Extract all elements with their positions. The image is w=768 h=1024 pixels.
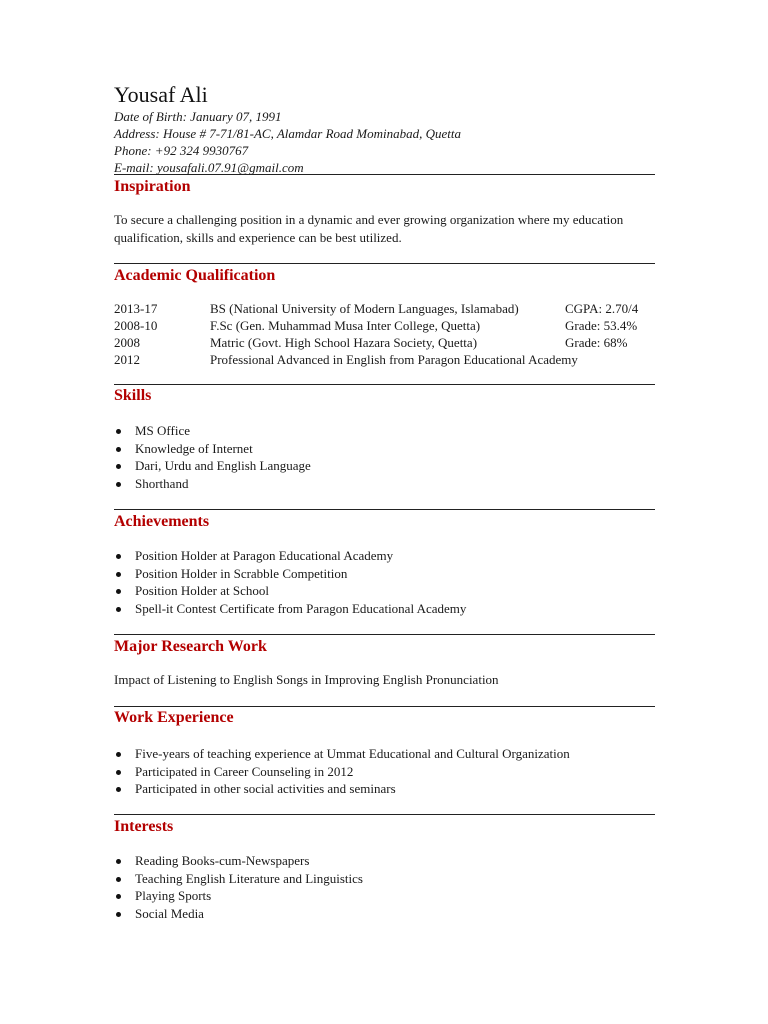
- qualification-year: 2012: [114, 352, 140, 367]
- section-divider: [114, 634, 655, 635]
- list-item: Knowledge of Internet: [114, 440, 311, 458]
- list-item: MS Office: [114, 422, 311, 440]
- phone: Phone: +92 324 9930767: [114, 143, 249, 158]
- address: Address: House # 7-71/81-AC, Alamdar Road Mominabad, Quetta: [114, 126, 462, 141]
- research-text: Impact of Listening to English Songs in Improving English Pronunciation: [114, 672, 499, 687]
- interests-heading: Interests: [114, 818, 174, 835]
- section-divider: [114, 384, 655, 385]
- list-item: Position Holder at School: [114, 582, 466, 600]
- list-item: Social Media: [114, 905, 363, 923]
- section-divider: [114, 263, 655, 264]
- skills-heading: Skills: [114, 387, 152, 404]
- email: E-mail: yousafali.07.91@gmail.com: [114, 160, 304, 175]
- candidate-name: Yousaf Ali: [114, 82, 208, 107]
- section-divider: [114, 814, 655, 815]
- research-heading: Major Research Work: [114, 638, 267, 655]
- work-list: [114, 745, 570, 798]
- academic-heading: Academic Qualification: [114, 267, 276, 284]
- achievements-heading: Achievements: [114, 513, 210, 530]
- qualification-year: 2008: [114, 335, 140, 350]
- contact-block: [114, 108, 461, 176]
- skills-list: [114, 422, 311, 492]
- qualification-grade: CGPA: 2.70/4: [565, 301, 639, 316]
- qualification-year: 2008-10: [114, 318, 158, 333]
- section-divider: [114, 706, 655, 707]
- qualification-grade: Grade: 68%: [565, 335, 628, 350]
- list-item: Spell-it Contest Certificate from Paragon Educational Academy: [114, 600, 466, 618]
- qualification-grade: Grade: 53.4%: [565, 318, 638, 333]
- list-item: Playing Sports: [114, 887, 363, 905]
- interests-list: [114, 852, 363, 922]
- qualification-degree: Matric (Govt. High School Hazara Society, Quetta): [210, 335, 478, 350]
- section-divider: [114, 174, 655, 175]
- achievements-list: [114, 547, 466, 617]
- list-item: Position Holder in Scrabble Competition: [114, 565, 466, 583]
- list-item: Teaching English Literature and Linguistics: [114, 870, 363, 888]
- section-divider: [114, 509, 655, 510]
- list-item: Position Holder at Paragon Educational Academy: [114, 547, 466, 565]
- list-item: Participated in other social activities and seminars: [114, 780, 570, 798]
- list-item: Participated in Career Counseling in 2012: [114, 763, 570, 781]
- inspiration-heading: Inspiration: [114, 178, 191, 195]
- qualification-degree: F.Sc (Gen. Muhammad Musa Inter College, Quetta): [210, 318, 481, 333]
- list-item: Dari, Urdu and English Language: [114, 457, 311, 475]
- work-heading: Work Experience: [114, 709, 234, 726]
- qualification-degree: Professional Advanced in English from Paragon Educational Academy: [210, 352, 578, 367]
- inspiration-text: To secure a challenging position in a dynamic and ever growing organization where my education qualification, skills and experience can be best utilized.: [114, 212, 624, 245]
- list-item: Five-years of teaching experience at Ummat Educational and Cultural Organization: [114, 745, 570, 763]
- qualification-degree: BS (National University of Modern Languages, Islamabad): [210, 301, 519, 316]
- qualification-year: 2013-17: [114, 301, 158, 316]
- list-item: Shorthand: [114, 475, 311, 493]
- list-item: Reading Books-cum-Newspapers: [114, 852, 363, 870]
- date-of-birth: Date of Birth: January 07, 1991: [114, 109, 282, 124]
